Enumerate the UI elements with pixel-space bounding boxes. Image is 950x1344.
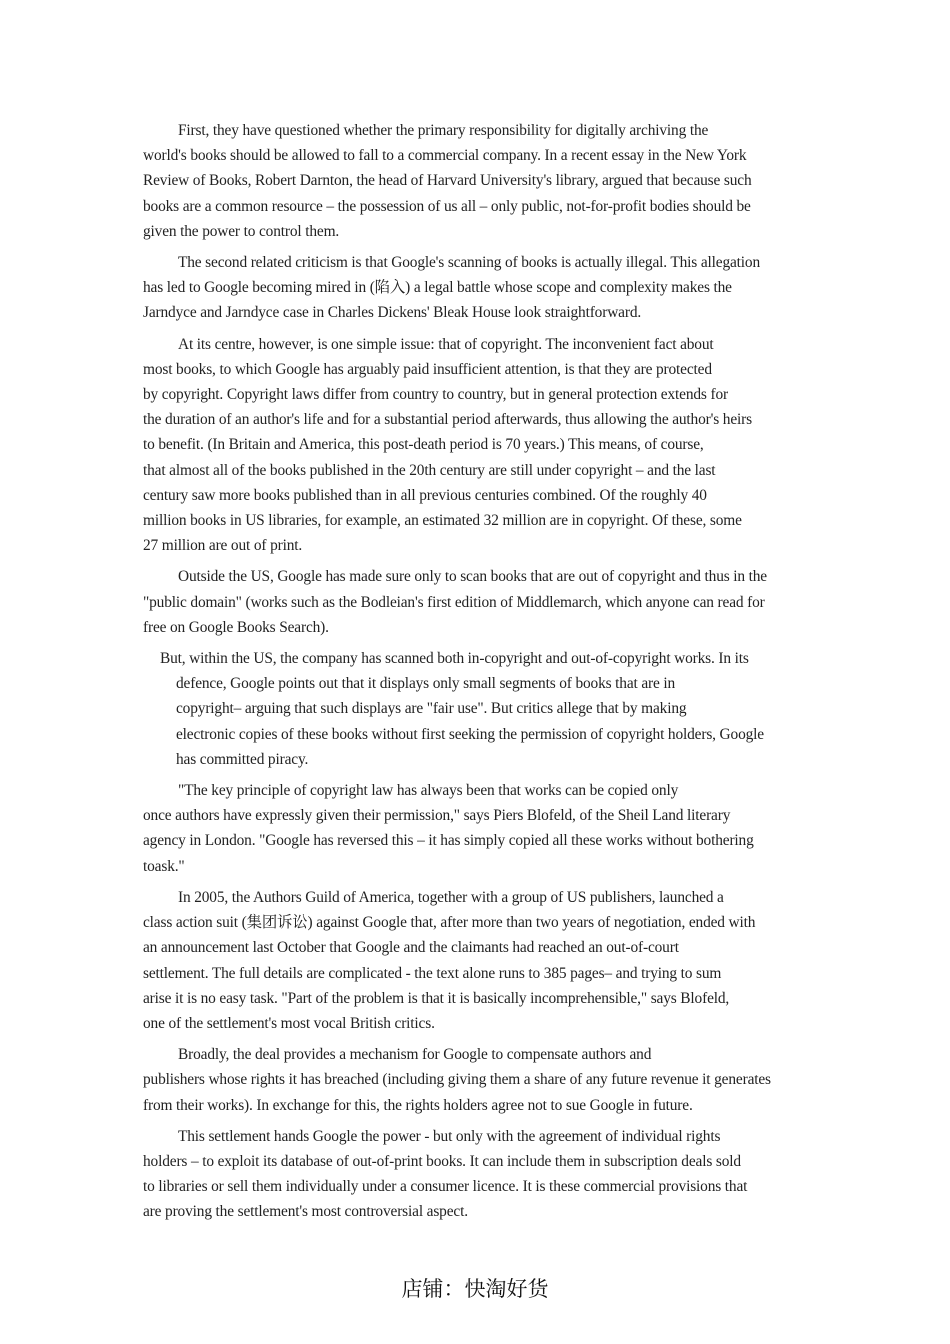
shop-footer-label: 店铺：快淘好货 xyxy=(401,1277,549,1301)
paragraph-8 xyxy=(143,1042,811,1118)
paragraph-line: In 2005, the Authors Guild of America, together with a group of US publishers, launched a xyxy=(178,888,724,906)
paragraph-line: from their works). In exchange for this, the rights holders agree not to sue Google in future. xyxy=(143,1096,693,1114)
paragraph-line: class action suit (集团诉讼) against Google that, after more than two years of negotiation, ended with xyxy=(143,914,756,932)
paragraph-line: This settlement hands Google the power - but only with the agreement of individual rights xyxy=(178,1127,721,1145)
paragraph-line: to benefit. (In Britain and America, this post-death period is 70 years.) This means, of course, xyxy=(143,436,704,454)
paragraph-4 xyxy=(143,564,811,640)
paragraph-line: "public domain" (works such as the Bodleian's first edition of Middlemarch, which anyone can read for xyxy=(143,593,765,611)
paragraph-line: world's books should be allowed to fall to a commercial company. In a recent essay in the New York xyxy=(143,147,747,165)
paragraph-line: once authors have expressly given their permission," says Piers Blofeld, of the Sheil Land literary xyxy=(143,807,731,825)
paragraph-line: the duration of an author's life and for a substantial period afterwards, thus allowing the author's heirs xyxy=(143,411,752,429)
paragraph-line: electronic copies of these books without first seeking the permission of copyright holders, Google xyxy=(176,725,764,743)
paragraph-line: has committed piracy. xyxy=(176,750,309,768)
paragraph-line: agency in London. "Google has reversed this – it has simply copied all these works without bothering xyxy=(143,832,754,850)
paragraph-5 xyxy=(143,646,811,772)
paragraph-line: The second related criticism is that Google's scanning of books is actually illegal. This allegation xyxy=(178,254,761,272)
article-body xyxy=(143,118,811,1231)
paragraph-1 xyxy=(143,118,811,244)
paragraph-line: Review of Books, Robert Darnton, the head of Harvard University's library, argued that because such xyxy=(143,172,752,190)
paragraph-line: Broadly, the deal provides a mechanism for Google to compensate authors and xyxy=(178,1046,652,1064)
paragraph-line: an announcement last October that Google and the claimants had reached an out-of-court xyxy=(143,939,679,957)
paragraph-line: "The key principle of copyright law has always been that works can be copied only xyxy=(178,782,679,800)
paragraph-line: to libraries or sell them individually under a consumer licence. It is these commercial provisions that xyxy=(143,1178,748,1196)
paragraph-7 xyxy=(143,885,811,1036)
paragraph-line: But, within the US, the company has scanned both in-copyright and out-of-copyright works. In its xyxy=(160,650,749,668)
paragraph-line: First, they have questioned whether the primary responsibility for digitally archiving the xyxy=(178,122,709,139)
paragraph-line: 27 million are out of print. xyxy=(143,537,303,555)
paragraph-line: Outside the US, Google has made sure only to scan books that are out of copyright and thus in the xyxy=(178,568,767,586)
paragraph-line: by copyright. Copyright laws differ from country to country, but in general protection extends for xyxy=(143,386,728,404)
paragraph-2 xyxy=(143,250,811,326)
paragraph-line: most books, to which Google has arguably paid insufficient attention, is that they are protected xyxy=(143,360,712,378)
paragraph-line: given the power to control them. xyxy=(143,222,340,240)
paragraph-line: has led to Google becoming mired in (陷入) a legal battle whose scope and complexity makes the xyxy=(143,279,732,297)
paragraph-line: At its centre, however, is one simple issue: that of copyright. The inconvenient fact about xyxy=(178,335,714,353)
paragraph-line: one of the settlement's most vocal British critics. xyxy=(143,1014,435,1032)
paragraph-line: are proving the settlement's most controversial aspect. xyxy=(143,1203,468,1221)
paragraph-line: arise it is no easy task. "Part of the problem is that it is basically incomprehensible," says Blofeld, xyxy=(143,989,730,1007)
paragraph-9 xyxy=(143,1124,811,1225)
paragraph-line: that almost all of the books published in the 20th century are still under copyright – and the last xyxy=(143,461,716,479)
paragraph-line: holders – to exploit its database of out-of-print books. It can include them in subscription deals sold xyxy=(143,1152,741,1170)
paragraph-line: settlement. The full details are complicated - the text alone runs to 385 pages– and trying to sum xyxy=(143,964,722,982)
paragraph-line: century saw more books published than in all previous centuries combined. Of the roughly 40 xyxy=(143,486,707,504)
paragraph-line: copyright– arguing that such displays are "fair use". But critics allege that by making xyxy=(176,700,687,718)
paragraph-line: books are a common resource – the possession of us all – only public, not-for-profit bodies should be xyxy=(143,197,751,215)
paragraph-3 xyxy=(143,332,811,559)
paragraph-line: million books in US libraries, for example, an estimated 32 million are in copyright. Of these, some xyxy=(143,512,742,530)
paragraph-line: free on Google Books Search). xyxy=(143,618,329,636)
paragraph-line: defence, Google points out that it displays only small segments of books that are in xyxy=(176,675,676,693)
paragraph-line: publishers whose rights it has breached (including giving them a share of any future revenue it generates xyxy=(143,1071,771,1089)
paragraph-line: toask." xyxy=(143,857,185,875)
paragraph-6 xyxy=(143,778,811,879)
paragraph-line: Jarndyce and Jarndyce case in Charles Dickens' Bleak House look straightforward. xyxy=(143,304,642,322)
